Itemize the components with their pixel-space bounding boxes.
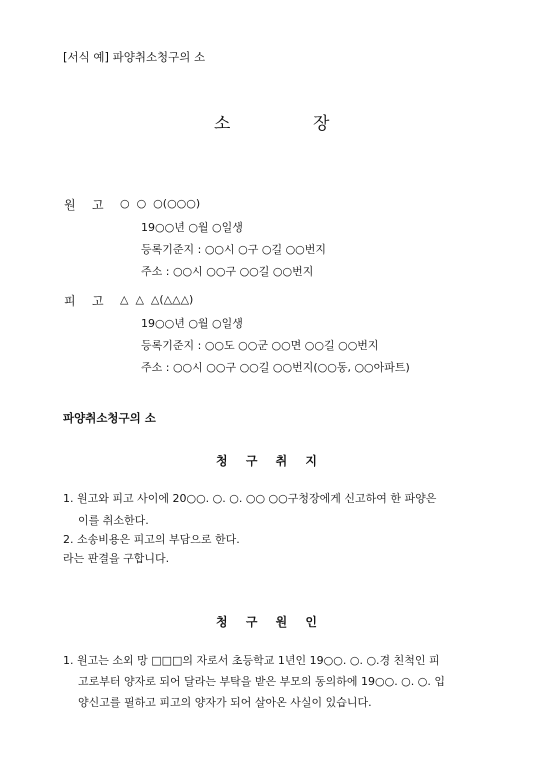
plaintiff-registry: 등록기준지 : ○○시 ○구 ○길 ○○번지 [141, 243, 327, 256]
title-char-1: 소 [214, 114, 231, 134]
claim-cause-heading: 청 구 원 인 [216, 615, 324, 629]
claim-purpose-conclusion: 라는 판결을 구합니다. [63, 552, 170, 565]
defendant-label-char-1: 피 [64, 294, 76, 308]
claim-cause-item-1-line-3: 양신고를 필하고 피고의 양자가 되어 살아온 사실이 있습니다. [78, 696, 372, 709]
title-char-2: 장 [313, 114, 330, 134]
form-label: [서식 예] 파양취소청구의 소 [63, 50, 206, 64]
defendant-label-char-2: 고 [92, 294, 104, 308]
defendant-registry: 등록기준지 : ○○도 ○○군 ○○면 ○○길 ○○번지 [141, 339, 379, 352]
defendant-birth: 19○○년 ○월 ○일생 [141, 317, 243, 330]
plaintiff-label-char-2: 고 [92, 198, 104, 212]
claim-purpose-item-2: 2. 소송비용은 피고의 부담으로 한다. [63, 533, 240, 546]
plaintiff-name: ○ ○ ○(○○○) [120, 197, 201, 210]
claim-cause-item-1-line-2: 고로부터 양자로 되어 달라는 부탁을 받은 부모의 동의하에 19○○. ○. ○. 입 [78, 675, 445, 688]
claim-purpose-item-1-line-2: 이를 취소한다. [78, 514, 149, 527]
case-title: 파양취소청구의 소 [63, 411, 156, 425]
claim-purpose-item-1-line-1: 1. 원고와 피고 사이에 20○○. ○. ○. ○○ ○○구청장에게 신고하여 한 파양은 [63, 492, 437, 505]
plaintiff-address: 주소 : ○○시 ○○구 ○○길 ○○번지 [141, 265, 314, 278]
plaintiff-birth: 19○○년 ○월 ○일생 [141, 221, 243, 234]
defendant-name: △ △ △(△△△) [120, 293, 194, 306]
claim-purpose-heading: 청 구 취 지 [216, 454, 324, 468]
claim-cause-item-1-line-1: 1. 원고는 소외 망 □□□의 자로서 초등학교 1년인 19○○. ○. ○.경 친척인 피 [63, 654, 440, 667]
defendant-address: 주소 : ○○시 ○○구 ○○길 ○○번지(○○동, ○○아파트) [141, 361, 410, 374]
plaintiff-label-char-1: 원 [64, 198, 76, 212]
